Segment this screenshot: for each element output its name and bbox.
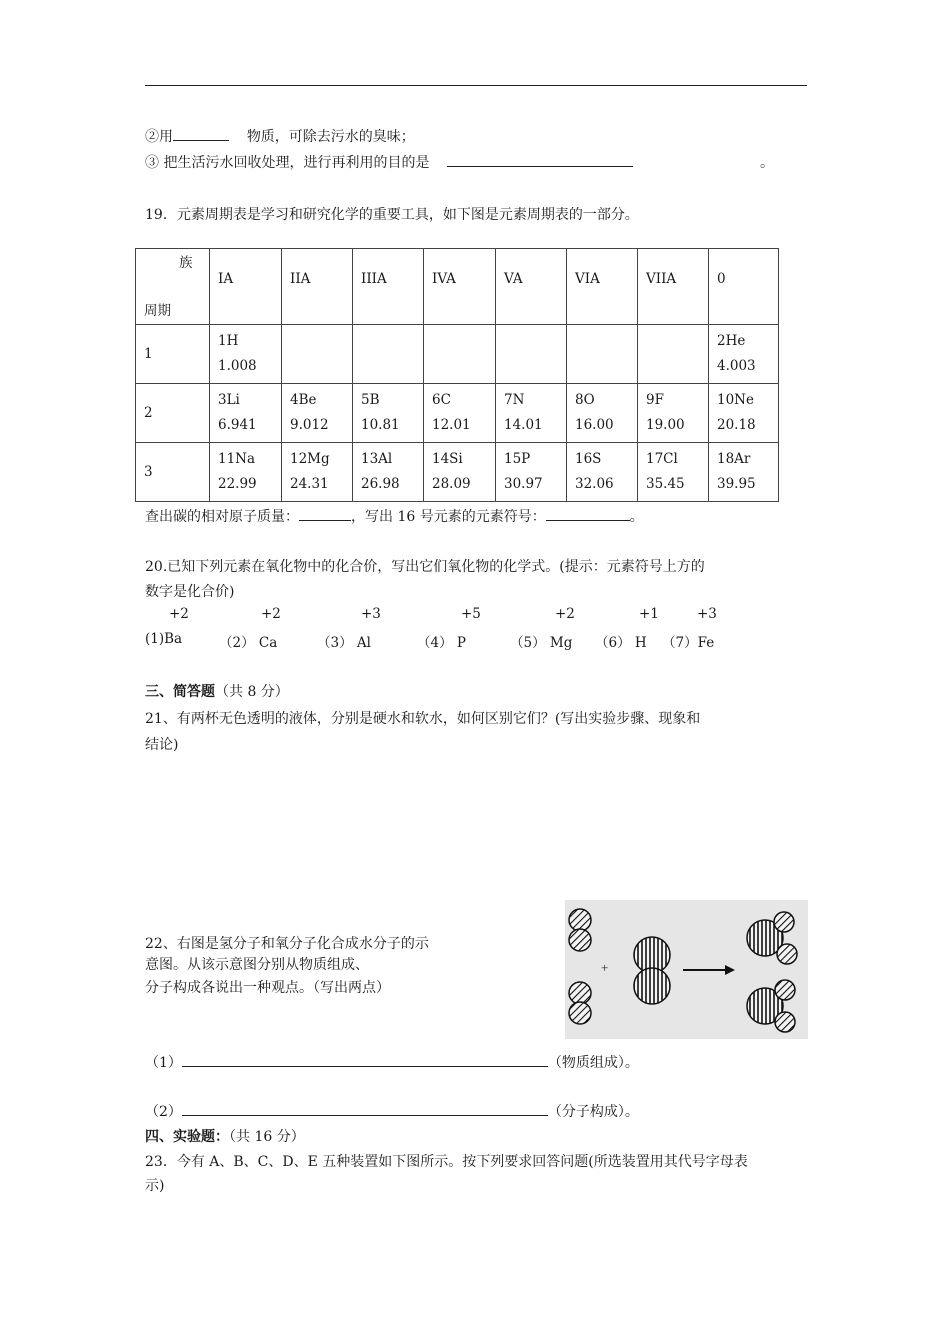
q18-line3-end: 。 <box>760 155 774 171</box>
header-rule <box>145 85 807 86</box>
valence-label: +3 <box>697 606 717 622</box>
valence-label: +2 <box>555 606 575 622</box>
oxide-item: (1)Ba <box>145 631 183 647</box>
element-cell: 8O 16.00 <box>567 384 638 443</box>
group-header: IVA <box>424 249 496 325</box>
group-header: VA <box>496 249 567 325</box>
header-period-label: 周期 <box>144 303 171 319</box>
q18-line2-post: 物质，可除去污水的臭味； <box>246 129 415 145</box>
q19-intro: 19．元素周期表是学习和研究化学的重要工具，如下图是元素周期表的一部分。 <box>145 207 639 223</box>
q19-question-end: 。 <box>629 509 644 525</box>
water-molecule-icon <box>747 912 797 964</box>
period-cell: 1 <box>136 325 210 384</box>
oxide-item: （4） P <box>417 635 466 651</box>
group-header: 0 <box>709 249 779 325</box>
section-4-heading <box>145 1126 305 1146</box>
element-cell: 11Na 22.99 <box>210 443 282 502</box>
table-row <box>136 325 779 384</box>
oxygen-molecule-icon <box>634 937 670 1004</box>
q22-answer-2-label: （2） <box>145 1104 182 1120</box>
valence-label: +3 <box>361 606 381 622</box>
q20-line1: 20.已知下列元素在氧化物中的化合价，写出它们氧化物的化学式。(提示：元素符号上方的 <box>145 559 705 575</box>
group-header: IA <box>210 249 282 325</box>
group-header: IIIA <box>353 249 424 325</box>
water-molecule-icon <box>747 980 795 1032</box>
valence-label: +2 <box>169 606 189 622</box>
group-header: VIIA <box>638 249 709 325</box>
section-3-title: 三、简答题 <box>145 684 215 700</box>
valence-label: +2 <box>261 606 281 622</box>
q22-answer-2 <box>145 1101 639 1121</box>
q22-answer-2-suffix: （分子构成）。 <box>547 1104 639 1120</box>
q22-answer-1-label: （1） <box>145 1055 182 1071</box>
hydrogen-molecule-icon <box>569 909 591 951</box>
q21-line2: 结论) <box>145 737 179 753</box>
element-cell: 14Si 28.09 <box>424 443 496 502</box>
q19-blank-2 <box>546 520 630 521</box>
q18-line2-pre: ②用 <box>145 129 173 145</box>
element-cell: 17Cl 35.45 <box>638 443 709 502</box>
molecule-reaction-figure <box>565 900 808 1039</box>
reaction-diagram <box>565 900 808 1039</box>
element-cell <box>282 325 353 384</box>
element-cell: 10Ne 20.18 <box>709 384 779 443</box>
element-cell <box>353 325 424 384</box>
element-cell <box>567 325 638 384</box>
q19-blank-1 <box>299 520 351 521</box>
oxide-item: （5） Mg <box>510 635 573 651</box>
element-cell: 1H 1.008 <box>210 325 282 384</box>
q20-line2: 数字是化合价) <box>145 584 235 600</box>
plus-sign: + <box>601 960 609 975</box>
q22-answer-2-blank[interactable] <box>182 1115 548 1116</box>
q19-question <box>145 506 644 526</box>
period-cell: 3 <box>136 443 210 502</box>
element-cell <box>496 325 567 384</box>
q18-line3-pre: ③ 把生活污水回收处理，进行再利用的目的是 <box>145 155 430 171</box>
element-cell <box>424 325 496 384</box>
element-cell: 9F 19.00 <box>638 384 709 443</box>
valence-label: +5 <box>461 606 481 622</box>
element-cell <box>638 325 709 384</box>
element-cell: 5B 10.81 <box>353 384 424 443</box>
q22-answer-1-suffix: （物质组成）。 <box>547 1055 639 1071</box>
q18-blank-2 <box>447 166 633 167</box>
table-row <box>136 443 779 502</box>
group-header: VIA <box>567 249 638 325</box>
element-cell: 16S 32.06 <box>567 443 638 502</box>
q19-question-a: 查出碳的相对原子质量： <box>145 509 299 525</box>
section-4-title: 四、实验题： <box>145 1129 229 1145</box>
oxide-item: （2） Ca <box>219 635 278 651</box>
valence-label: +1 <box>639 606 659 622</box>
q18-blank-1 <box>173 140 229 141</box>
table-row <box>136 384 779 443</box>
q19-question-b: ，写出 16 号元素的元素符号： <box>351 509 546 525</box>
element-cell: 3Li 6.941 <box>210 384 282 443</box>
section-3-points: （共 8 分） <box>215 684 289 700</box>
q22-line3: 分子构成各说出一种观点。（写出两点） <box>145 980 390 996</box>
q23-line1: 23．今有 A、B、C、D、E 五种装置如下图所示。按下列要求回答问题(所选装置用其代号字母表 <box>145 1154 748 1170</box>
group-header: IIA <box>282 249 353 325</box>
oxide-item: （6） H <box>595 635 647 651</box>
element-cell: 6C 12.01 <box>424 384 496 443</box>
oxide-item: （7）Fe <box>662 635 715 651</box>
header-group-label: 族 <box>179 255 193 271</box>
q21-line1: 21、有两杯无色透明的液体，分别是硬水和软水，如何区别它们？(写出实验步骤、现象和 <box>145 711 701 727</box>
q22-answer-1 <box>145 1052 639 1072</box>
element-cell: 15P 30.97 <box>496 443 567 502</box>
corner-cell <box>136 249 210 325</box>
oxide-item: （3） Al <box>317 635 371 651</box>
q18-line2 <box>145 126 415 146</box>
q23-line2: 示) <box>145 1178 165 1194</box>
period-cell: 2 <box>136 384 210 443</box>
q22-answer-1-blank[interactable] <box>182 1066 548 1067</box>
periodic-table <box>135 248 779 502</box>
arrow-icon <box>683 965 735 975</box>
table-header-row <box>136 249 779 325</box>
q22-line1: 22、右图是氢分子和氧分子化合成水分子的示 <box>145 936 429 952</box>
element-cell: 7N 14.01 <box>496 384 567 443</box>
element-cell: 4Be 9.012 <box>282 384 353 443</box>
element-cell: 12Mg 24.31 <box>282 443 353 502</box>
section-3-heading <box>145 681 289 701</box>
element-cell: 18Ar 39.95 <box>709 443 779 502</box>
q22-line2: 意图。从该示意图分别从物质组成、 <box>145 957 369 973</box>
q18-line3 <box>145 152 633 172</box>
section-4-points: （共 16 分） <box>229 1129 305 1145</box>
hydrogen-molecule-icon <box>569 982 591 1024</box>
element-cell: 13Al 26.98 <box>353 443 424 502</box>
element-cell: 2He 4.003 <box>709 325 779 384</box>
